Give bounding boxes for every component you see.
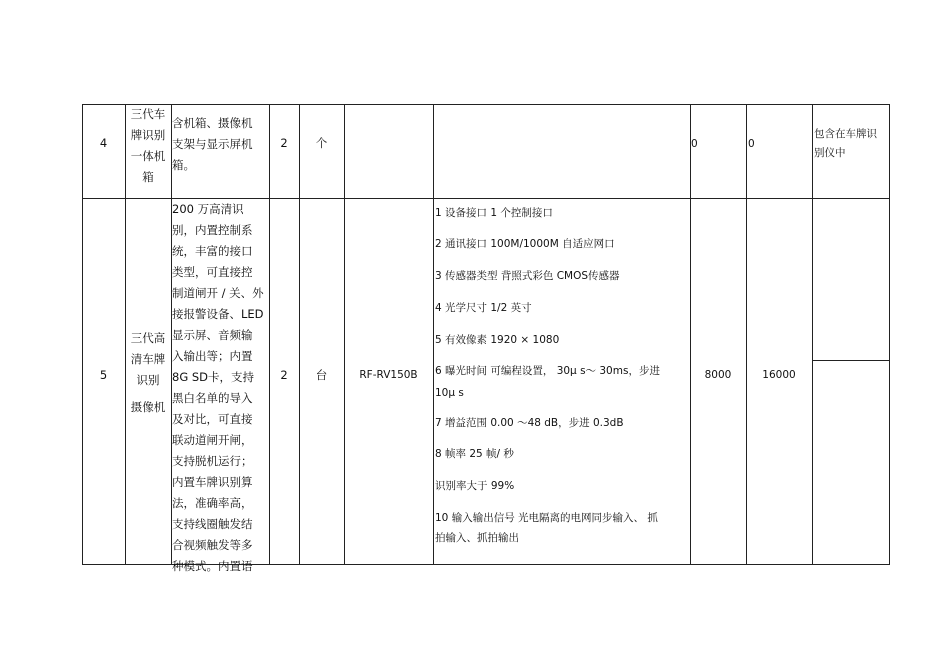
row5-name-line: 三代高: [130, 331, 166, 345]
row5-spec-line: 7 增益范围 0.00 ～48 dB，步进 0.3dB: [435, 417, 624, 429]
row5-desc-line: 联动道闸开闸，: [172, 433, 253, 447]
row5-name: [125, 328, 171, 418]
row5-desc-line: 支持线圈触发结: [172, 517, 253, 531]
col-divider-5: [344, 104, 345, 565]
row5-desc-line: 统，丰富的接口: [172, 244, 253, 258]
row5-desc-line: 入输出等；内置: [172, 349, 253, 363]
row4-name-line: 箱: [142, 170, 154, 184]
row4-name-line: 三代车: [130, 107, 166, 121]
remark-cell-divider: [812, 360, 890, 361]
row5-spec-line: 拍输入、抓拍输出: [435, 532, 519, 544]
row5-no: 5: [99, 368, 108, 382]
row4-unit: 个: [315, 136, 328, 150]
row5-spec-line: 10μ s: [435, 387, 464, 399]
row5-desc-line: 8G SD卡，支持: [172, 370, 255, 384]
row4-no: 4: [99, 136, 108, 150]
col-divider-9: [812, 104, 813, 565]
row5-unit: 台: [315, 368, 328, 382]
row5-spec-line: 3 传感器类型 背照式彩色 CMOS传感器: [435, 270, 620, 282]
table-border-left: [82, 104, 83, 565]
row5-desc-line: 黑白名单的导入: [172, 391, 253, 405]
row5-desc-line: 别，内置控制系: [172, 223, 253, 237]
row4-remark-line: 别仪中: [814, 147, 846, 159]
col-divider-3: [269, 104, 270, 565]
row5-unit-price: 8000: [704, 369, 732, 381]
row4-desc-line: 支架与显示屏机: [172, 137, 253, 151]
col-divider-7: [690, 104, 691, 565]
row5-desc-line: 显示屏、音频输: [172, 328, 253, 342]
row5-spec-line: 4 光学尺寸 1/2 英寸: [435, 302, 532, 314]
row5-spec-line: 5 有效像素 1920 × 1080: [435, 334, 560, 346]
row4-desc-line: 含机箱、摄像机: [172, 116, 253, 130]
row5-desc-line: 支持脱机运行；: [172, 454, 253, 468]
table-border-top: [82, 104, 890, 105]
row4-name-line: 牌识别: [130, 128, 166, 142]
col-divider-4: [299, 104, 300, 565]
row4-description: [172, 113, 253, 176]
row5-spec-line: 6 曝光时间 可编程设置， 30μ s～ 30ms，步进: [435, 365, 660, 377]
row4-name: [125, 104, 171, 188]
row5-model: RF-RV150B: [359, 369, 418, 381]
row4-total: 0: [748, 138, 755, 150]
row5-desc-line: 及对比，可直接: [172, 412, 253, 426]
row5-spec-line: 识别率大于 99%: [435, 480, 515, 492]
row4-remark-line: 包含在车牌识: [814, 128, 877, 140]
row5-desc-line: 合视频触发等多: [172, 538, 253, 552]
row5-total: 16000: [762, 369, 796, 381]
row5-desc-line: 接报警设备、LED: [172, 307, 264, 321]
row5-spec-line: 8 帧率 25 帧/ 秒: [435, 448, 514, 460]
row5-spec-line: 2 通讯接口 100M/1000M 自适应网口: [435, 238, 615, 250]
row5-desc-line: 种模式。内置语: [172, 559, 253, 573]
row5-desc-line: 制道闸开 / 关、外: [172, 286, 264, 300]
row5-qty: 2: [280, 368, 288, 382]
table-border-right: [889, 104, 890, 565]
row5-desc-line: 类型，可直接控: [172, 265, 253, 279]
row4-unit-price: 0: [691, 138, 698, 150]
row4-remark: [814, 125, 877, 163]
row5-desc-line: 200 万高清识: [172, 202, 244, 216]
row5-spec-line: 1 设备接口 1 个控制接口: [435, 207, 553, 219]
row4-name-line: 一体机: [130, 149, 166, 163]
row4-qty: 2: [280, 136, 288, 150]
row5-desc-line: 法，准确率高，: [172, 496, 253, 510]
row5-name-line: 清车牌: [130, 352, 166, 366]
col-divider-6: [433, 104, 434, 565]
row5-desc-line: 内置车牌识别算: [172, 475, 253, 489]
col-divider-8: [746, 104, 747, 565]
row5-name-line: 摄像机: [130, 400, 166, 414]
row5-name-line: 识别: [136, 373, 160, 387]
row5-description: [172, 199, 264, 577]
row5-spec-line: 10 输入输出信号 光电隔离的电网同步输入、 抓: [435, 512, 658, 524]
row4-desc-line: 箱。: [172, 158, 195, 172]
